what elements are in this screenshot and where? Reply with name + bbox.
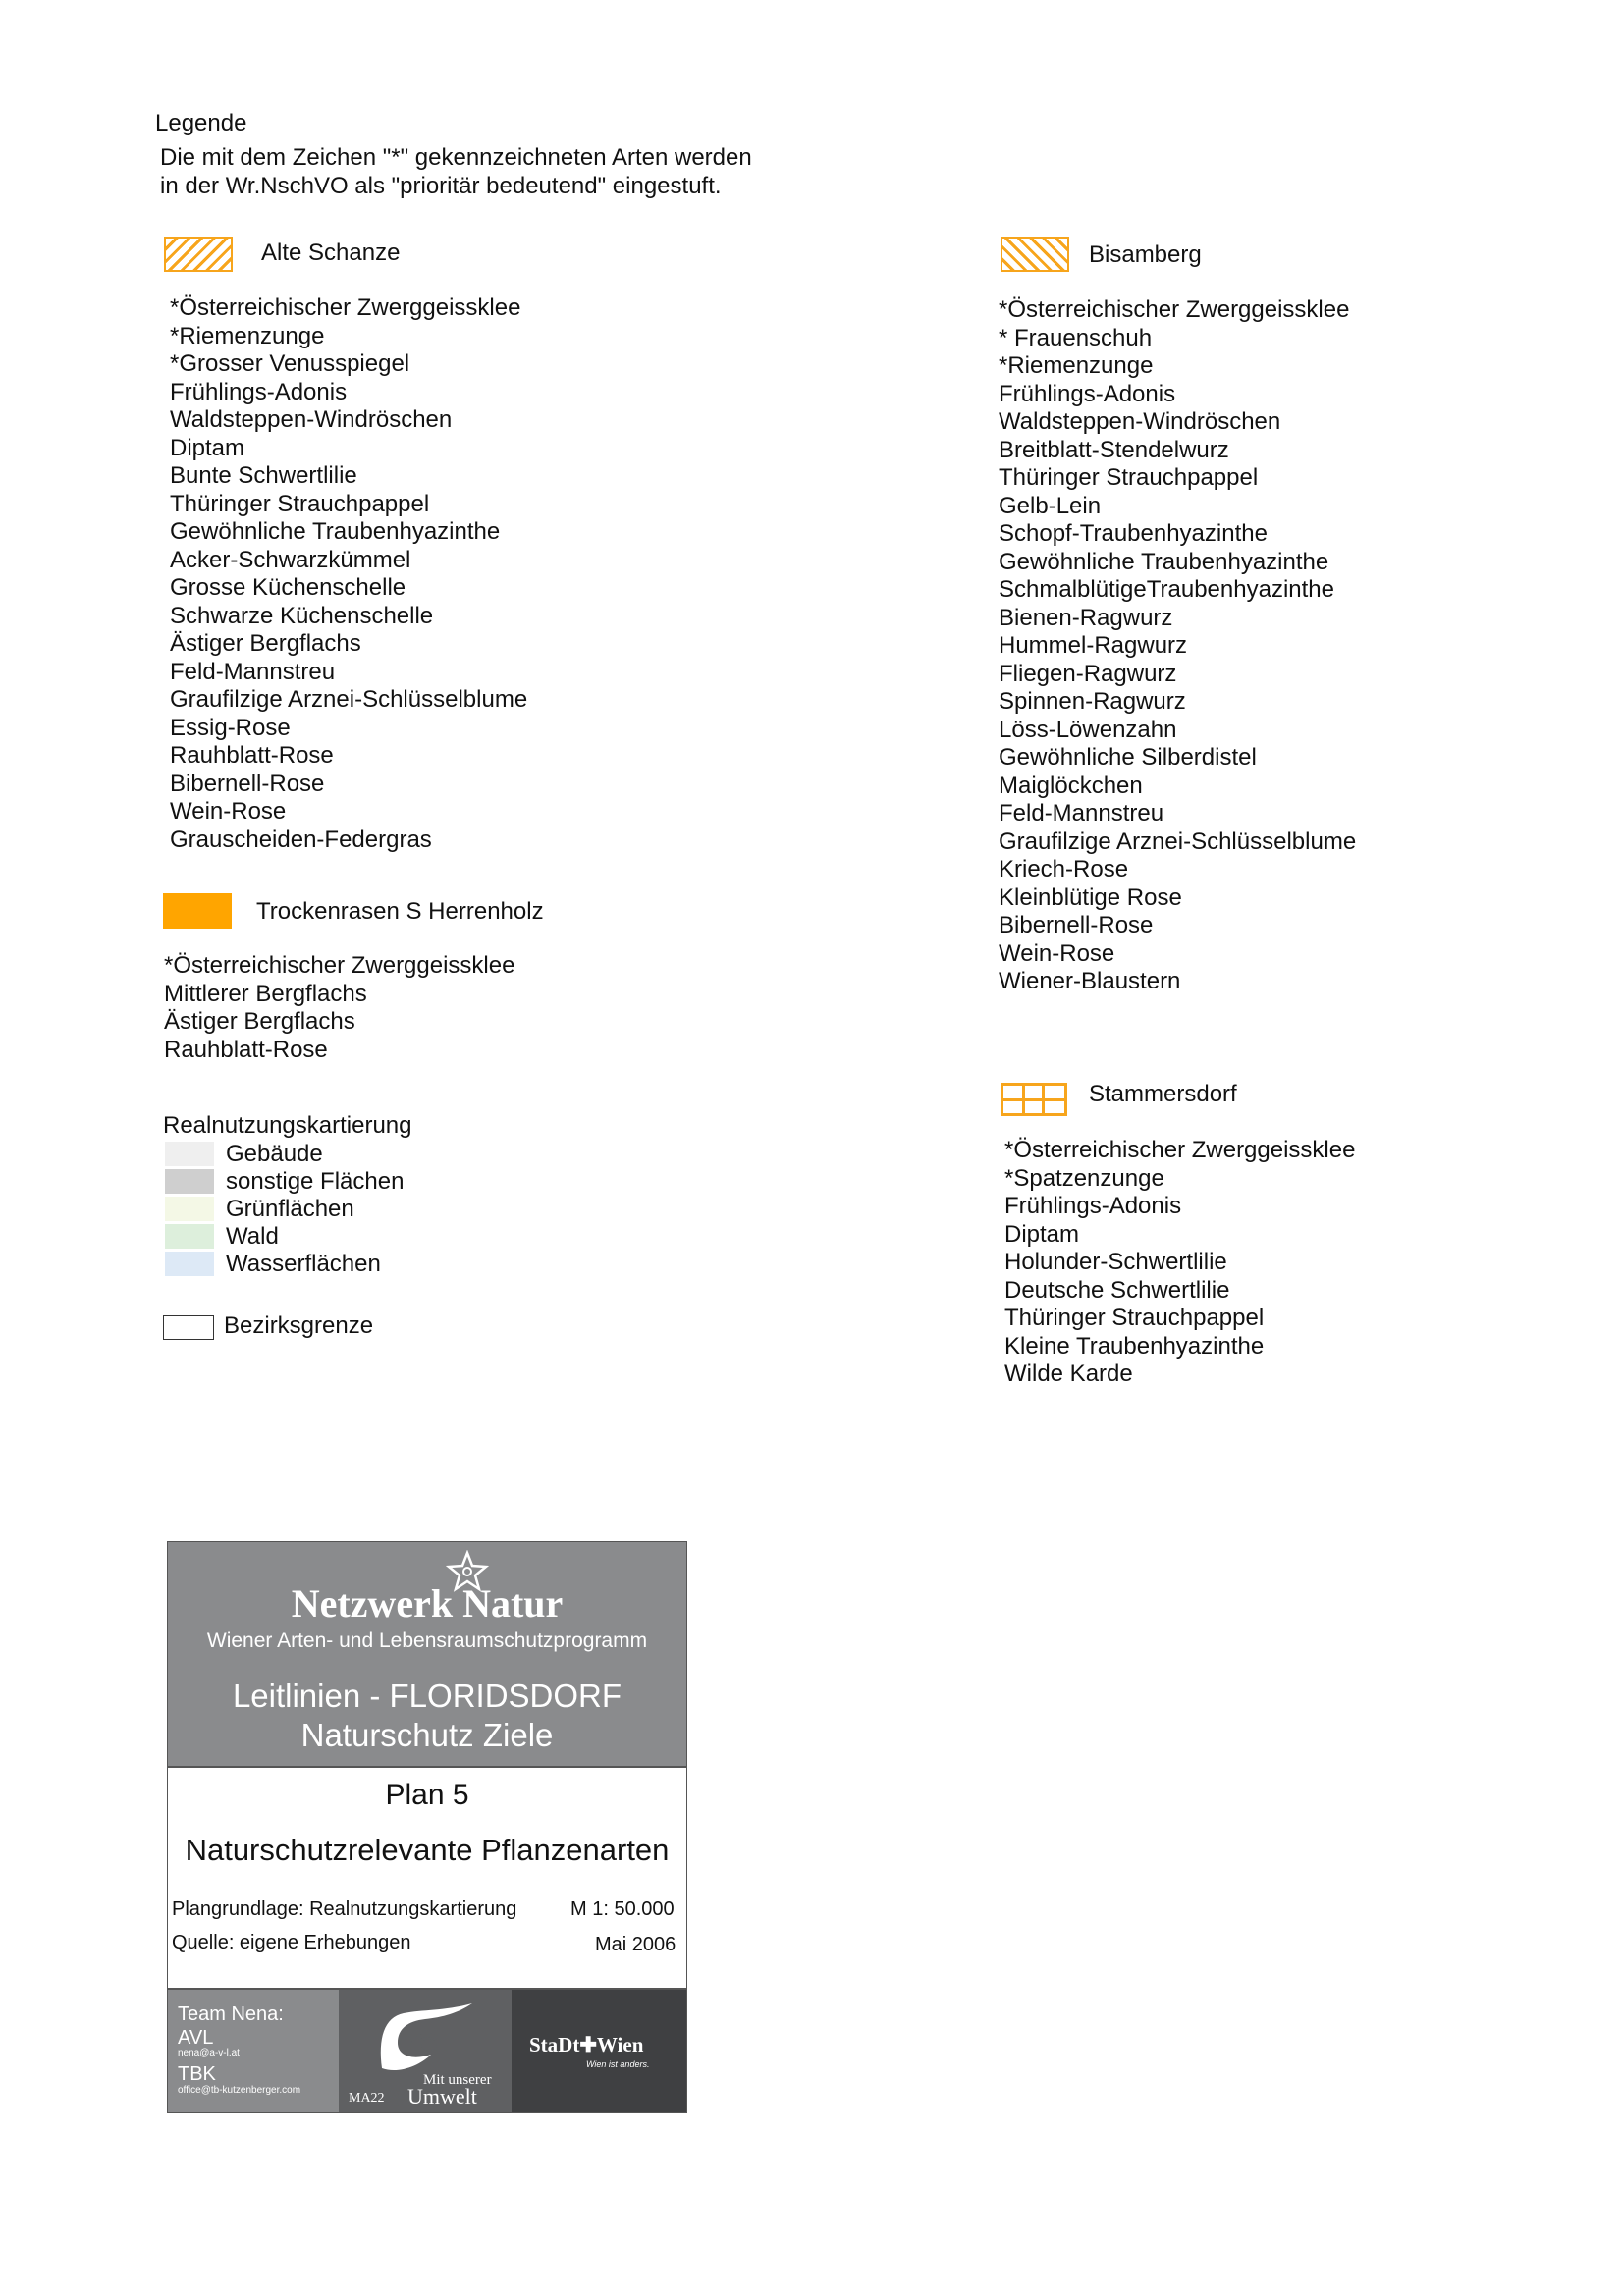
title-block bbox=[167, 1541, 687, 2113]
species-item: Breitblatt-Stendelwurz bbox=[999, 436, 1229, 463]
title-block-body bbox=[168, 1766, 686, 1990]
realnutzung-label: Gebäude bbox=[226, 1141, 323, 1167]
stammersdorf-swatch bbox=[1001, 1083, 1067, 1116]
plan-subject: Naturschutzrelevante Pflanzenarten bbox=[185, 1833, 670, 1867]
species-item: *Spatzenzunge bbox=[1004, 1164, 1164, 1192]
bisamberg-species-list bbox=[999, 296, 1356, 996]
species-item: Löss-Löwenzahn bbox=[999, 716, 1177, 743]
species-item: Grosse Küchenschelle bbox=[170, 574, 406, 601]
species-item: *Grosser Venusspiegel bbox=[170, 350, 410, 377]
species-item: Kleinblütige Rose bbox=[999, 883, 1182, 911]
legend-title: Legende bbox=[155, 110, 247, 136]
trockenrasen-swatch bbox=[163, 893, 232, 929]
species-item: Frühlings-Adonis bbox=[170, 378, 348, 405]
plan-source: Quelle: eigene Erhebungen bbox=[172, 1932, 411, 1953]
species-item: Spinnen-Ragwurz bbox=[999, 688, 1186, 715]
species-item: Hummel-Ragwurz bbox=[999, 632, 1188, 659]
realnutzung-label: Wald bbox=[226, 1223, 279, 1250]
tbk-label: TBK bbox=[178, 2063, 216, 2085]
color-swatch bbox=[165, 1142, 214, 1166]
ma22-logo-icon bbox=[374, 2000, 482, 2078]
ma22-panel bbox=[339, 1990, 512, 2112]
plan-date: Mai 2006 bbox=[595, 1934, 676, 1955]
bisamberg-swatch bbox=[1001, 237, 1069, 272]
species-item: Mittlerer Bergflachs bbox=[164, 980, 367, 1007]
title-block-header bbox=[168, 1542, 686, 1766]
species-item: Frühlings-Adonis bbox=[1004, 1193, 1182, 1219]
color-swatch bbox=[165, 1252, 214, 1276]
species-item: Essig-Rose bbox=[170, 714, 291, 741]
species-item: Thüringer Strauchpappel bbox=[170, 490, 430, 517]
species-item: Holunder-Schwertlilie bbox=[1004, 1249, 1227, 1275]
species-item: Kriech-Rose bbox=[999, 856, 1129, 882]
species-item: Wiener-Blaustern bbox=[999, 968, 1181, 994]
tbk-email: office@tb-kutzenberger.com bbox=[178, 2085, 301, 2096]
species-item: Frühlings-Adonis bbox=[999, 380, 1176, 407]
avl-email: nena@a-v-l.at bbox=[178, 2048, 240, 2058]
species-item: Wilde Karde bbox=[1004, 1361, 1133, 1387]
species-item: Gewöhnliche Traubenhyazinthe bbox=[170, 518, 501, 545]
species-item: Feld-Mannstreu bbox=[999, 800, 1164, 827]
species-item: *Österreichischer Zwerggeissklee bbox=[999, 296, 1350, 323]
species-item: Thüringer Strauchpappel bbox=[999, 464, 1259, 491]
trockenrasen-title: Trockenrasen S Herrenholz bbox=[256, 898, 544, 925]
stammersdorf-title: Stammersdorf bbox=[1089, 1081, 1237, 1107]
alte-schanze-swatch bbox=[164, 237, 233, 272]
species-item: Rauhblatt-Rose bbox=[164, 1036, 328, 1063]
district-boundary-swatch bbox=[163, 1315, 214, 1340]
species-item: Deutsche Schwertlilie bbox=[1004, 1276, 1230, 1304]
species-item: Wein-Rose bbox=[170, 798, 287, 825]
species-item: *Riemenzunge bbox=[999, 352, 1154, 379]
species-item: Gelb-Lein bbox=[999, 492, 1102, 519]
species-item: *Riemenzunge bbox=[170, 322, 325, 349]
heading-1: Leitlinien - FLORIDSDORF bbox=[232, 1678, 622, 1714]
species-item: Diptam bbox=[1004, 1220, 1080, 1248]
species-item: Diptam bbox=[170, 434, 245, 461]
species-item: Bunte Schwertlilie bbox=[170, 462, 357, 489]
species-item: Schwarze Küchenschelle bbox=[170, 602, 434, 629]
species-item: SchmalblütigeTraubenhyazinthe bbox=[999, 576, 1334, 603]
brand-name: Netzwerk Natur bbox=[291, 1581, 564, 1626]
heading-2: Naturschutz Ziele bbox=[300, 1717, 554, 1753]
species-item: Acker-Schwarzkümmel bbox=[170, 546, 411, 573]
color-swatch bbox=[165, 1169, 214, 1194]
species-item: * Frauenschuh bbox=[999, 324, 1153, 351]
species-item: Waldsteppen-Windröschen bbox=[999, 408, 1281, 435]
alte-schanze-species-list bbox=[170, 294, 527, 854]
species-item: Thüringer Strauchpappel bbox=[1004, 1305, 1265, 1331]
plan-basis: Plangrundlage: Realnutzungskartierung bbox=[172, 1898, 517, 1920]
species-item: Feld-Mannstreu bbox=[170, 658, 336, 685]
species-item: *Österreichischer Zwerggeissklee bbox=[164, 952, 515, 979]
legend-note-line1: Die mit dem Zeichen "*" gekennzeichneten Arten werden bbox=[160, 144, 752, 171]
alte-schanze-title: Alte Schanze bbox=[261, 240, 401, 266]
stammersdorf-species-list bbox=[1004, 1137, 1355, 1389]
plan-number: Plan 5 bbox=[385, 1779, 469, 1811]
species-item: Grauscheiden-Federgras bbox=[170, 826, 432, 853]
species-item: Graufilzige Arznei-Schlüsselblume bbox=[999, 828, 1357, 855]
realnutzung-label: Wasserflächen bbox=[226, 1251, 381, 1277]
species-item: Bibernell-Rose bbox=[170, 770, 325, 797]
program-name: Wiener Arten- und Lebensraumschutzprogramm bbox=[206, 1629, 648, 1652]
species-item: Wein-Rose bbox=[999, 939, 1115, 967]
trockenrasen-species-list bbox=[164, 952, 514, 1064]
species-item: Gewöhnliche Traubenhyazinthe bbox=[999, 548, 1329, 575]
team-label: Team Nena: bbox=[178, 2003, 284, 2025]
species-item: Schopf-Traubenhyazinthe bbox=[999, 520, 1268, 547]
species-item: Gewöhnliche Silberdistel bbox=[999, 744, 1257, 771]
ma22-text-2: MA22 bbox=[349, 2091, 385, 2106]
title-block-footer bbox=[168, 1990, 686, 2112]
species-item: Graufilzige Arznei-Schlüsselblume bbox=[170, 686, 528, 713]
ma22-text-1: Mit unserer bbox=[423, 2072, 492, 2088]
color-swatch bbox=[165, 1197, 214, 1221]
species-item: Fliegen-Ragwurz bbox=[999, 660, 1177, 687]
species-item: Maiglöckchen bbox=[999, 772, 1143, 799]
species-item: Waldsteppen-Windröschen bbox=[170, 406, 453, 433]
species-item: Ästiger Bergflachs bbox=[164, 1008, 355, 1035]
city-tagline: Wien ist anders. bbox=[586, 2059, 650, 2069]
color-swatch bbox=[165, 1224, 214, 1249]
avl-label: AVL bbox=[178, 2027, 214, 2049]
species-item: *Österreichischer Zwerggeissklee bbox=[1004, 1137, 1356, 1163]
legend-note-line2: in der Wr.NschVO als "prioritär bedeutend" eingestuft. bbox=[160, 173, 722, 199]
city-panel bbox=[512, 1990, 686, 2112]
species-item: Bienen-Ragwurz bbox=[999, 604, 1173, 631]
species-item: *Österreichischer Zwerggeissklee bbox=[170, 294, 521, 321]
district-boundary-label: Bezirksgrenze bbox=[224, 1312, 374, 1339]
realnutzung-label: Grünflächen bbox=[226, 1196, 354, 1222]
bisamberg-title: Bisamberg bbox=[1089, 241, 1202, 268]
realnutzung-title: Realnutzungskartierung bbox=[163, 1112, 412, 1139]
ma22-text-3: Umwelt bbox=[407, 2084, 477, 2109]
species-item: Ästiger Bergflachs bbox=[170, 630, 361, 657]
realnutzung-label: sonstige Flächen bbox=[226, 1168, 405, 1195]
city-logo: StaDt✚Wien bbox=[529, 2033, 644, 2056]
plan-scale: M 1: 50.000 bbox=[570, 1898, 675, 1920]
species-item: Rauhblatt-Rose bbox=[170, 742, 334, 769]
species-item: Kleine Traubenhyazinthe bbox=[1004, 1332, 1265, 1360]
team-panel bbox=[168, 1990, 339, 2112]
species-item: Bibernell-Rose bbox=[999, 912, 1154, 938]
